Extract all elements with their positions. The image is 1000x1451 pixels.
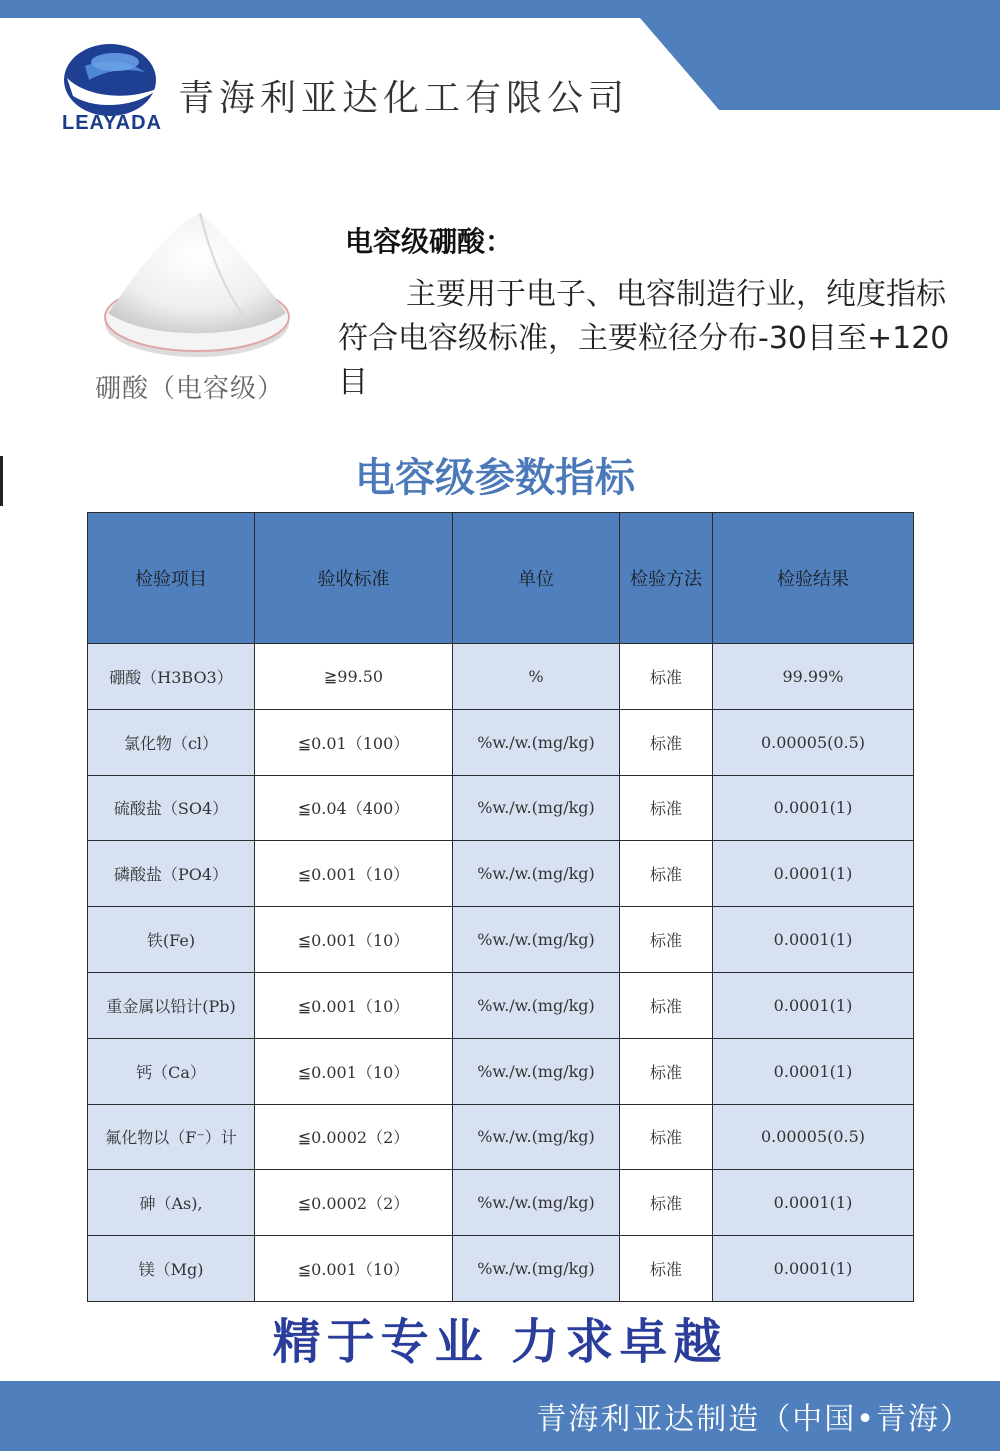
- cell-item: 铁(Fe): [88, 907, 255, 973]
- cell-unit: %w./w.(mg/kg): [453, 1104, 620, 1170]
- top-right-banner-shape: [640, 18, 1000, 110]
- cell-standard: ≦0.04（400）: [255, 775, 453, 841]
- cell-item: 砷（As),: [88, 1170, 255, 1236]
- footer-text: 青海利亚达制造（中国•青海）: [536, 1402, 972, 1437]
- table-row: [88, 775, 914, 841]
- table-row: [88, 1170, 914, 1236]
- cell-result: 0.00005(0.5): [713, 709, 914, 775]
- cell-method: 标准: [620, 1104, 713, 1170]
- slogan: 精于专业 力求卓越: [272, 1314, 728, 1370]
- table-row: [88, 1104, 914, 1170]
- product-description: 主要用于电子、电容制造行业，纯度指标符合电容级标准，主要粒径分布-30目至+120目: [338, 277, 950, 400]
- cell-result: 0.0001(1): [713, 775, 914, 841]
- parameter-section-title: 电容级参数指标: [355, 455, 635, 501]
- cell-item: 镁（Mg): [88, 1236, 255, 1302]
- cell-method: 标准: [620, 907, 713, 973]
- cell-unit: %w./w.(mg/kg): [453, 1236, 620, 1302]
- cell-standard: ≦0.001（10）: [255, 972, 453, 1038]
- cell-method: 标准: [620, 841, 713, 907]
- table-row: [88, 841, 914, 907]
- cell-method: 标准: [620, 1038, 713, 1104]
- cell-standard: ≦0.001（10）: [255, 1038, 453, 1104]
- product-title: 电容级硼酸：: [345, 225, 514, 258]
- table-row: [88, 907, 914, 973]
- cell-item: 氯化物（cl）: [88, 709, 255, 775]
- cell-method: 标准: [620, 644, 713, 710]
- cell-item: 硼酸（H3BO3）: [88, 644, 255, 710]
- table-row: [88, 644, 914, 710]
- header-acceptance-standard: 验收标准: [255, 513, 453, 644]
- cell-standard: ≦0.01（100）: [255, 709, 453, 775]
- cell-unit: %w./w.(mg/kg): [453, 709, 620, 775]
- table-row: [88, 709, 914, 775]
- cell-method: 标准: [620, 1236, 713, 1302]
- cell-unit: %w./w.(mg/kg): [453, 972, 620, 1038]
- product-image-caption: 硼酸（电容级）: [95, 374, 285, 404]
- top-banner-bar: [0, 0, 1000, 18]
- header-test-item: 检验项目: [88, 513, 255, 644]
- cell-item: 磷酸盐（PO4）: [88, 841, 255, 907]
- cell-standard: ≦0.001（10）: [255, 907, 453, 973]
- logo-wordmark: LEAYADA: [62, 112, 162, 134]
- boric-acid-powder-image: [100, 205, 295, 365]
- table-header-row: [88, 513, 914, 644]
- cell-unit: %w./w.(mg/kg): [453, 1038, 620, 1104]
- cell-item: 钙（Ca）: [88, 1038, 255, 1104]
- cell-unit: %w./w.(mg/kg): [453, 907, 620, 973]
- cell-item: 重金属以铅计(Pb): [88, 972, 255, 1038]
- cell-method: 标准: [620, 709, 713, 775]
- table-row: [88, 1038, 914, 1104]
- cell-method: 标准: [620, 775, 713, 841]
- company-name: 青海利亚达化工有限公司: [178, 78, 630, 119]
- cell-method: 标准: [620, 1170, 713, 1236]
- cell-item: 硫酸盐（SO4）: [88, 775, 255, 841]
- cell-item: 氟化物以（F⁻）计: [88, 1104, 255, 1170]
- parameter-table: [87, 512, 914, 1302]
- header-test-method: 检验方法: [620, 513, 713, 644]
- cell-standard: ≦0.0002（2）: [255, 1104, 453, 1170]
- cell-result: 0.0001(1): [713, 907, 914, 973]
- cell-result: 0.0001(1): [713, 972, 914, 1038]
- cell-unit: %w./w.(mg/kg): [453, 1170, 620, 1236]
- cell-unit: %: [453, 644, 620, 710]
- cell-standard: ≦0.001（10）: [255, 841, 453, 907]
- header-test-result: 检验结果: [713, 513, 914, 644]
- cell-result: 99.99%: [713, 644, 914, 710]
- cell-result: 0.0001(1): [713, 1038, 914, 1104]
- cell-result: 0.00005(0.5): [713, 1104, 914, 1170]
- cell-standard: ≦0.001（10）: [255, 1236, 453, 1302]
- cell-standard: ≦0.0002（2）: [255, 1170, 453, 1236]
- header-unit: 单位: [453, 513, 620, 644]
- cell-standard: ≧99.50: [255, 644, 453, 710]
- cell-method: 标准: [620, 972, 713, 1038]
- cell-unit: %w./w.(mg/kg): [453, 841, 620, 907]
- cell-result: 0.0001(1): [713, 1170, 914, 1236]
- cell-result: 0.0001(1): [713, 841, 914, 907]
- table-row: [88, 972, 914, 1038]
- cell-unit: %w./w.(mg/kg): [453, 775, 620, 841]
- table-row: [88, 1236, 914, 1302]
- cell-result: 0.0001(1): [713, 1236, 914, 1302]
